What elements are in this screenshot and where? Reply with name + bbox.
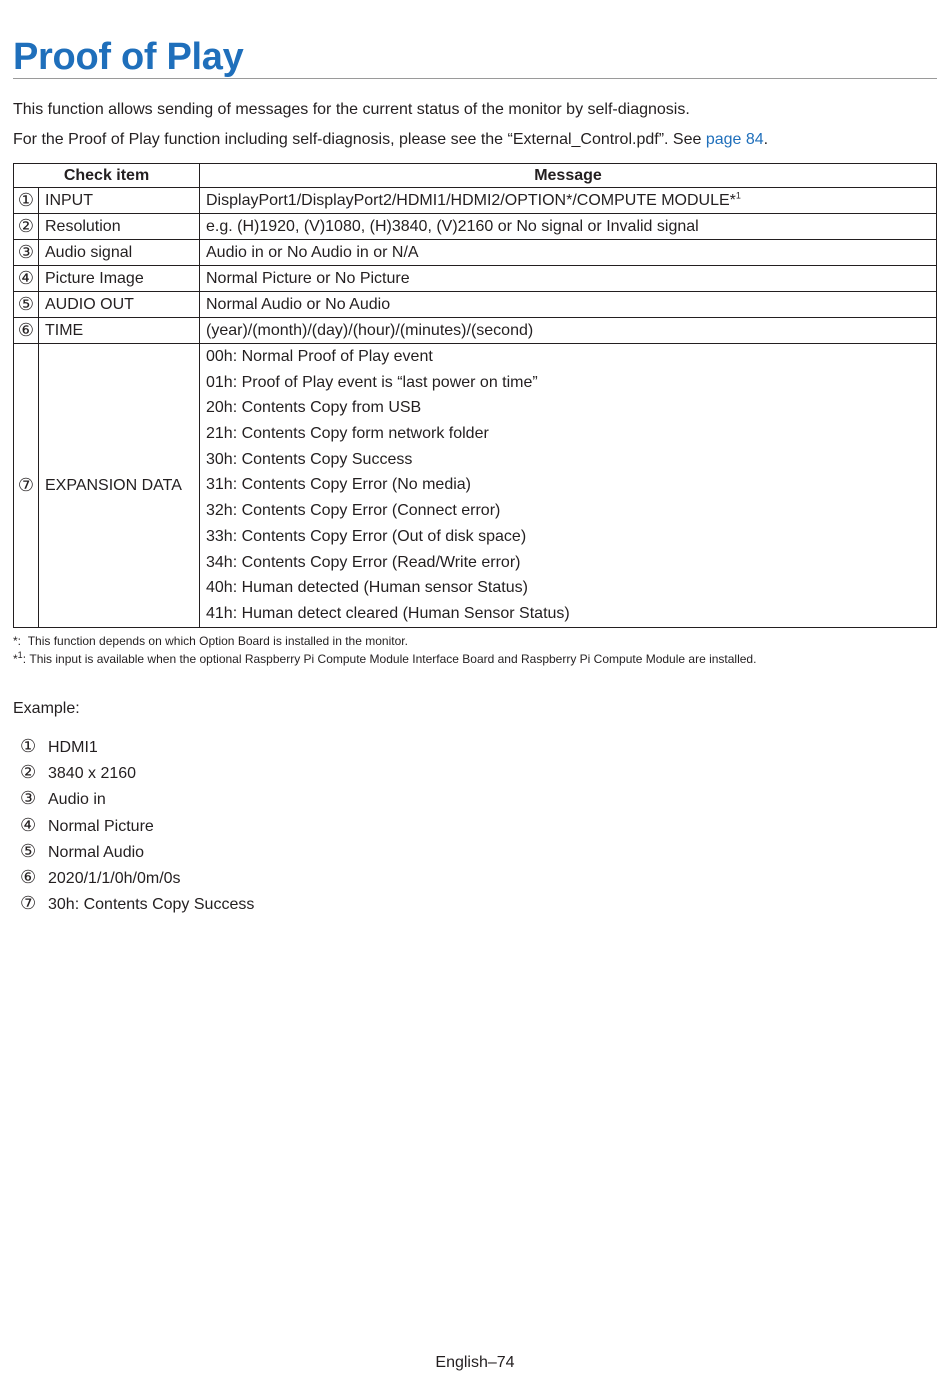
expansion-message: 00h: Normal Proof of Play event bbox=[206, 348, 433, 365]
list-item bbox=[20, 890, 254, 916]
table-row bbox=[14, 318, 937, 344]
item-number: ⑦ bbox=[20, 893, 37, 914]
check-item: Picture Image bbox=[39, 266, 200, 292]
table-row bbox=[14, 188, 937, 214]
check-item: Resolution bbox=[39, 214, 200, 240]
check-item: Audio signal bbox=[39, 240, 200, 266]
table-row bbox=[14, 214, 937, 240]
message-cell: e.g. (H)1920, (V)1080, (H)3840, (V)2160 or No signal or Invalid signal bbox=[200, 214, 937, 240]
footnote-mark: * bbox=[13, 652, 18, 666]
item-number: ① bbox=[20, 736, 37, 756]
footnote-2 bbox=[13, 650, 756, 668]
page-number: English–74 bbox=[435, 1354, 515, 1371]
row-number: ⑦ bbox=[14, 344, 39, 628]
check-item: TIME bbox=[39, 318, 200, 344]
row-number: ⑥ bbox=[14, 318, 39, 344]
table-row-expansion bbox=[14, 344, 937, 628]
item-number: ⑤ bbox=[20, 840, 37, 861]
item-value: 30h: Contents Copy Success bbox=[48, 896, 255, 914]
intro-text: For the Proof of Play function including self-diagnosis, please see the “External_Control.pdf”. See bbox=[13, 131, 706, 148]
item-value: Audio in bbox=[48, 791, 106, 809]
item-number: ③ bbox=[20, 788, 37, 809]
check-item: AUDIO OUT bbox=[39, 292, 200, 318]
item-value: HDMI1 bbox=[48, 739, 98, 756]
page-title: Proof of Play bbox=[13, 36, 244, 78]
message-cell-multi bbox=[200, 344, 937, 628]
list-item bbox=[20, 838, 254, 864]
message-cell: Normal Picture or No Picture bbox=[200, 266, 937, 292]
table-row bbox=[14, 266, 937, 292]
table-header-row bbox=[14, 164, 937, 188]
expansion-message: 20h: Contents Copy from USB bbox=[206, 399, 422, 417]
row-number: ④ bbox=[14, 266, 39, 292]
table-row bbox=[14, 292, 937, 318]
message-text: DisplayPort1/DisplayPort2/HDMI1/HDMI2/OPTION*/COMPUTE MODULE* bbox=[206, 192, 736, 209]
list-item bbox=[20, 733, 254, 759]
expansion-message: 01h: Proof of Play event is “last power on time” bbox=[206, 373, 538, 391]
page-84-link[interactable]: page 84 bbox=[705, 131, 764, 148]
row-number: ① bbox=[14, 188, 39, 214]
check-item: EXPANSION DATA bbox=[39, 344, 200, 628]
item-number: ⑥ bbox=[20, 866, 37, 887]
check-item-table bbox=[13, 163, 937, 628]
row-number: ② bbox=[14, 214, 39, 240]
expansion-message: 40h: Human detected (Human sensor Status) bbox=[206, 579, 528, 597]
message-cell: Audio in or No Audio in or N/A bbox=[200, 240, 937, 266]
footnote-colon: : bbox=[22, 652, 27, 666]
title-divider bbox=[13, 78, 937, 79]
footnote-text: This input is available when the optional Raspberry Pi Compute Module Interface Board and Raspberry Pi Compute Module are installed. bbox=[29, 652, 757, 666]
expansion-message: 32h: Contents Copy Error (Connect error) bbox=[206, 502, 501, 520]
example-list bbox=[20, 733, 254, 916]
footnote-1 bbox=[13, 632, 756, 650]
item-value: 3840 x 2160 bbox=[48, 765, 137, 783]
list-item bbox=[20, 812, 254, 838]
footnote-sup: 1 bbox=[17, 650, 23, 660]
message-cell: Normal Audio or No Audio bbox=[200, 292, 937, 318]
intro-suffix: . bbox=[763, 131, 769, 148]
message-cell bbox=[200, 188, 937, 214]
expansion-message: 21h: Contents Copy form network folder bbox=[206, 425, 489, 443]
expansion-message: 41h: Human detect cleared (Human Sensor Status) bbox=[206, 604, 570, 622]
footnote-marker: 1 bbox=[735, 190, 741, 201]
intro-paragraph-1: This function allows sending of messages for the current status of the monitor by self-diagnosis. bbox=[13, 101, 690, 118]
expansion-message: 30h: Contents Copy Success bbox=[206, 450, 413, 468]
header-check-item: Check item bbox=[14, 164, 200, 188]
message-cell: (year)/(month)/(day)/(hour)/(minutes)/(second) bbox=[200, 318, 937, 344]
item-number: ④ bbox=[20, 814, 37, 835]
header-message: Message bbox=[200, 164, 937, 188]
footnotes bbox=[13, 632, 756, 668]
expansion-message: 33h: Contents Copy Error (Out of disk space) bbox=[206, 527, 527, 545]
item-number: ② bbox=[20, 762, 37, 783]
intro-paragraph-2 bbox=[13, 130, 768, 150]
footnote-mark: *: bbox=[13, 634, 22, 648]
item-value: Normal Picture bbox=[48, 817, 154, 835]
list-item bbox=[20, 864, 254, 890]
item-value: Normal Audio bbox=[48, 843, 145, 861]
check-item: INPUT bbox=[39, 188, 200, 214]
item-value: 2020/1/1/0h/0m/0s bbox=[48, 869, 181, 887]
footnote-text: This function depends on which Option Board is installed in the monitor. bbox=[27, 634, 408, 648]
row-number: ③ bbox=[14, 240, 39, 266]
expansion-message: 34h: Contents Copy Error (Read/Write error) bbox=[206, 553, 521, 571]
table-row bbox=[14, 240, 937, 266]
row-number: ⑤ bbox=[14, 292, 39, 318]
list-item bbox=[20, 785, 254, 811]
example-heading: Example: bbox=[13, 700, 80, 717]
list-item bbox=[20, 759, 254, 785]
expansion-message: 31h: Contents Copy Error (No media) bbox=[206, 476, 471, 494]
